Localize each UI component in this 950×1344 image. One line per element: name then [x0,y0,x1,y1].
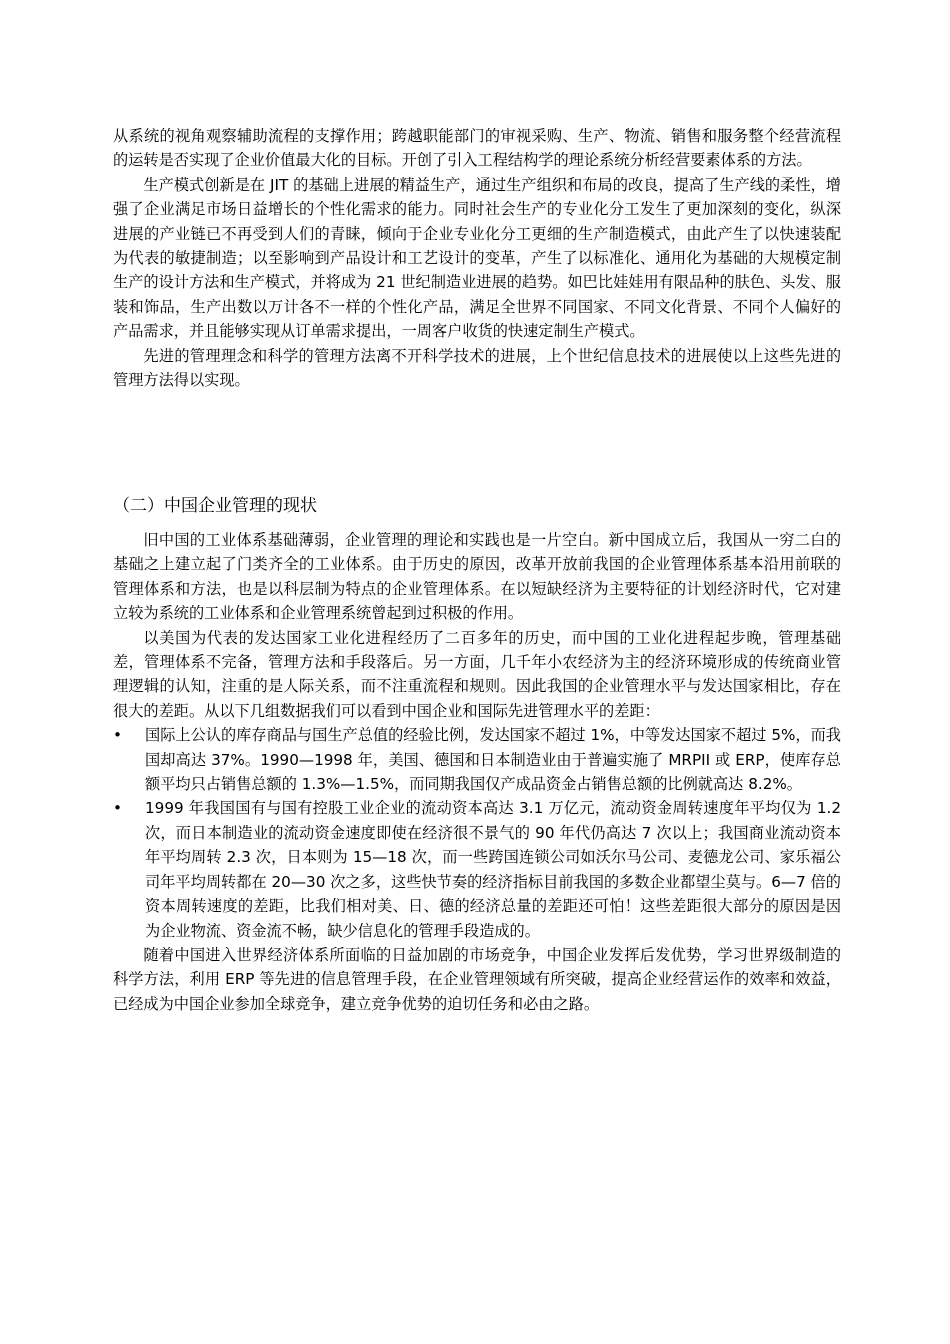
list-item [113,723,841,796]
intro-paragraph-continuation: 从系统的视角观察辅助流程的支撑作用；跨越职能部门的审视采购、生产、物流、销售和服务整个经营流程的运转是否实现了企业价值最大化的目标。开创了引入工程结构学的理论系统分析经营要素体系的方法。 [113,127,841,170]
list-item [113,796,841,942]
bullet-text-inventory: 国际上公认的库存商品与国生产总值的经验比例，发达国家不超过 1%，中等发达国家不超过 5%，而我国却高达 37%。1990—1998 年，美国、德国和日本制造业由于普遍实施了 MRPII 或 ERP，使库存总额平均只占销售总额的 1.3%—1.5%，而同期我国仅产成品资金占销售总额的比例就高达 8.2%。 [145,726,841,794]
bullet-icon: • [113,799,122,818]
closing-paragraph: 随着中国进入世界经济体系所面临的日益加剧的市场竞争，中国企业发挥后发优势，学习世界级制造的科学方法，利用 ERP 等先进的信息管理手段，在企业管理领域有所突破，提高企业经营运作的效率和效益，已经成为中国企业参加全球竞争，建立竞争优势的迫切任务和必由之路。 [113,945,841,1013]
section-heading: （二）中国企业管理的现状 [113,496,317,516]
intro-block [113,124,841,392]
intro-paragraph-production-mode: 生产模式创新是在 JIT 的基础上进展的精益生产，通过生产组织和布局的改良，提高了生产线的柔性，增强了企业满足市场日益增长的个性化需求的能力。同时社会生产的专业化分工发生了更加深刻的变化，纵深进展的产业链已不再受到人们的青睐，倾向于企业专业化分工更细的生产制造模式，由此产生了以快速装配为代表的敏捷制造；以至影响到产品设计和工艺设计的变革，产生了以标准化、通用化为基础的大规模定制生产的设计方法和生产模式，并将成为 21 世纪制造业进展的趋势。如巴比娃娃用有限品种的肤色、头发、服装和饰品，生产出数以万计各不一样的个性化产品，满足全世界不同国家、不同文化背景、不同个人偏好的产品需求，并且能够实现从订单需求提出，一周客户收货的快速定制生产模式。 [113,175,841,341]
intro-paragraph-technology: 先进的管理理念和科学的管理方法离不开科学技术的进展，上个世纪信息技术的进展使以上这些先进的管理方法得以实现。 [113,346,841,390]
section-body [113,528,841,1016]
section-paragraph-gap: 以美国为代表的发达国家工业化进程经历了二百多年的历史，而中国的工业化进程起步晚，管理基础差，管理体系不完备，管理方法和手段落后。另一方面，几千年小农经济为主的经济环境形成的传统商业管理逻辑的认知，注重的是人际关系，而不注重流程和规则。因此我国的企业管理水平与发达国家相比，存在很大的差距。从以下几组数据我们可以看到中国企业和国际先进管理水平的差距： [113,628,841,720]
section-paragraph-history: 旧中国的工业体系基础薄弱，企业管理的理论和实践也是一片空白。新中国成立后，我国从一穷二白的基础之上建立起了门类齐全的工业体系。由于历史的原因，改革开放前我国的企业管理体系基本沿用前联的管理体系和方法，也是以科层制为特点的企业管理体系。在以短缺经济为主要特征的计划经济时代，它对建立较为系统的工业体系和企业管理系统曾起到过积极的作用。 [113,531,841,623]
bullet-icon: • [113,726,122,745]
bullet-list [113,723,841,943]
bullet-text-capital-turnover: 1999 年我国国有与国有控股工业企业的流动资本高达 3.1 万亿元，流动资金周转速度年平均仅为 1.2 次，而日本制造业的流动资金速度即使在经济很不景气的 90 年代仍高达 7 次以上；我国商业流动资本年平均周转 2.3 次，日本则为 15—18 次，而一些跨国连锁公司如沃尔马公司、麦德龙公司、家乐福公司年平均周转都在 20—30 次之多，这些快节奏的经济指标目前我国的多数企业都望尘莫与。6—7 倍的资本周转速度的差距，比我们相对美、日、德的经济总量的差距还可怕！这些差距很大部分的原因是因为企业物流、资金流不畅，缺少信息化的管理手段造成的。 [145,799,841,940]
